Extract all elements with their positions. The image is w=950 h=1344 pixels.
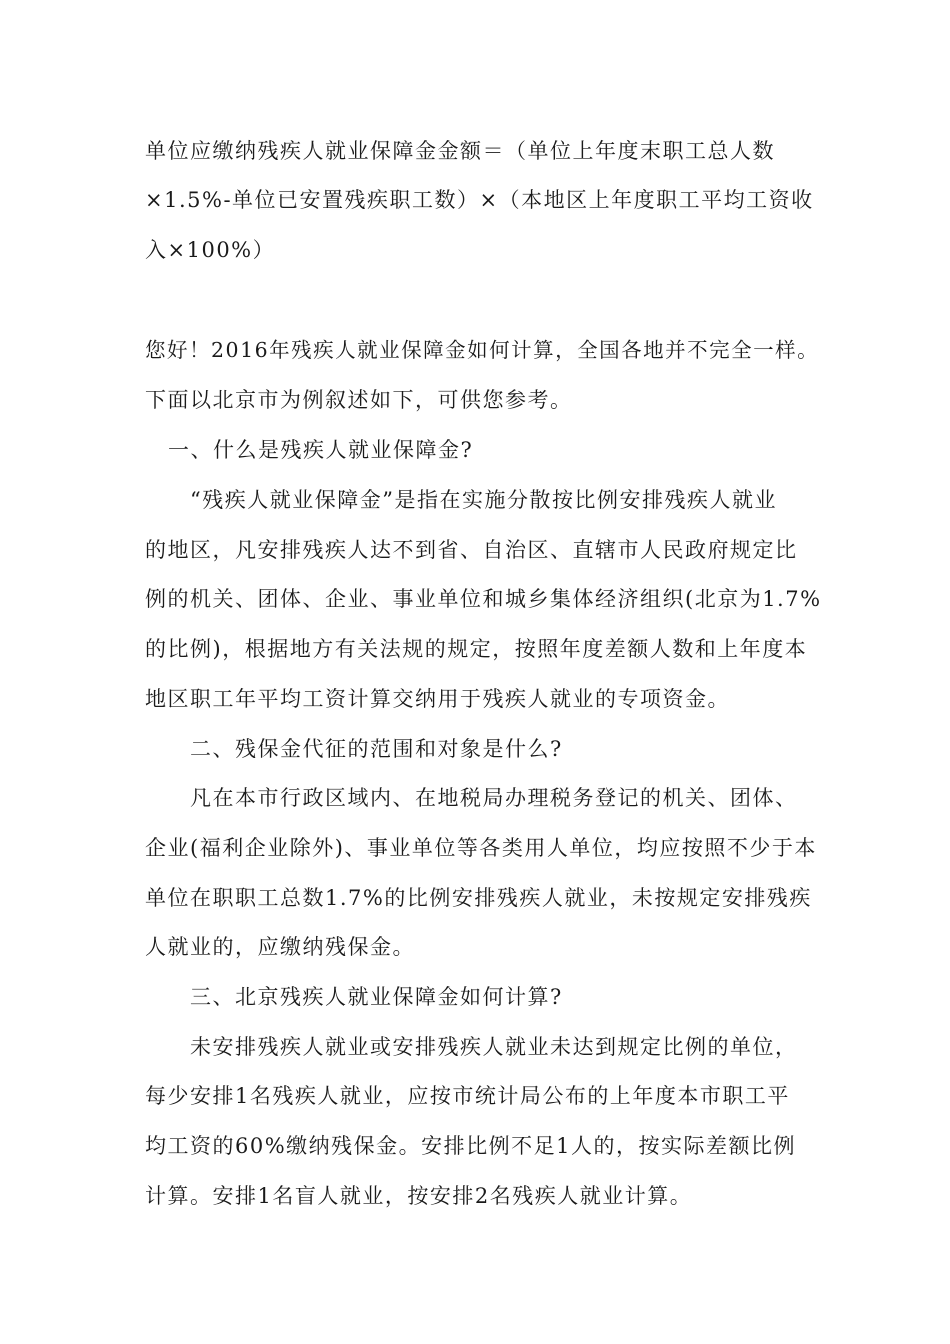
formula-line-3: 入×100%） bbox=[145, 238, 276, 262]
section2-line-1: 凡在本市行政区域内、在地税局办理税务登记的机关、团体、 bbox=[190, 786, 798, 810]
section1-heading: 一、什么是残疾人就业保障金? bbox=[168, 438, 474, 462]
section1-line-1: “残疾人就业保障金”是指在实施分散按比例安排残疾人就业 bbox=[190, 488, 777, 512]
section3-line-2: 每少安排1名残疾人就业，应按市统计局公布的上年度本市职工平 bbox=[145, 1084, 790, 1108]
section2-line-2: 企业(福利企业除外)、事业单位等各类用人单位，均应按照不少于本 bbox=[145, 836, 817, 860]
section2-line-3: 单位在职职工总数1.7%的比例安排残疾人就业，未按规定安排残疾 bbox=[145, 886, 812, 910]
section1-line-4: 的比例)，根据地方有关法规的规定，按照年度差额人数和上年度本 bbox=[145, 637, 808, 661]
section3-line-3: 均工资的60%缴纳残保金。安排比例不足1人的，按实际差额比例 bbox=[145, 1134, 797, 1158]
section2-line-4: 人就业的，应缴纳残保金。 bbox=[145, 935, 415, 959]
section3-line-4: 计算。安排1名盲人就业，按安排2名残疾人就业计算。 bbox=[145, 1184, 693, 1208]
formula-line-1: 单位应缴纳残疾人就业保障金金额＝（单位上年度末职工总人数 bbox=[145, 139, 775, 163]
section2-heading: 二、残保金代征的范围和对象是什么? bbox=[190, 737, 563, 761]
section3-line-1: 未安排残疾人就业或安排残疾人就业未达到规定比例的单位， bbox=[190, 1035, 798, 1059]
formula-line-2: ×1.5%-单位已安置残疾职工数）×（本地区上年度职工平均工资收 bbox=[145, 188, 814, 212]
section3-heading: 三、北京残疾人就业保障金如何计算? bbox=[190, 985, 563, 1009]
section1-line-2: 的地区，凡安排残疾人达不到省、自治区、直辖市人民政府规定比 bbox=[145, 538, 798, 562]
intro-line-1: 您好！2016年残疾人就业保障金如何计算，全国各地并不完全一样。 bbox=[145, 338, 820, 362]
intro-line-2: 下面以北京市为例叙述如下，可供您参考。 bbox=[145, 388, 573, 412]
section1-line-3: 例的机关、团体、企业、事业单位和城乡集体经济组织(北京为1.7% bbox=[145, 587, 822, 611]
section1-line-5: 地区职工年平均工资计算交纳用于残疾人就业的专项资金。 bbox=[145, 687, 730, 711]
